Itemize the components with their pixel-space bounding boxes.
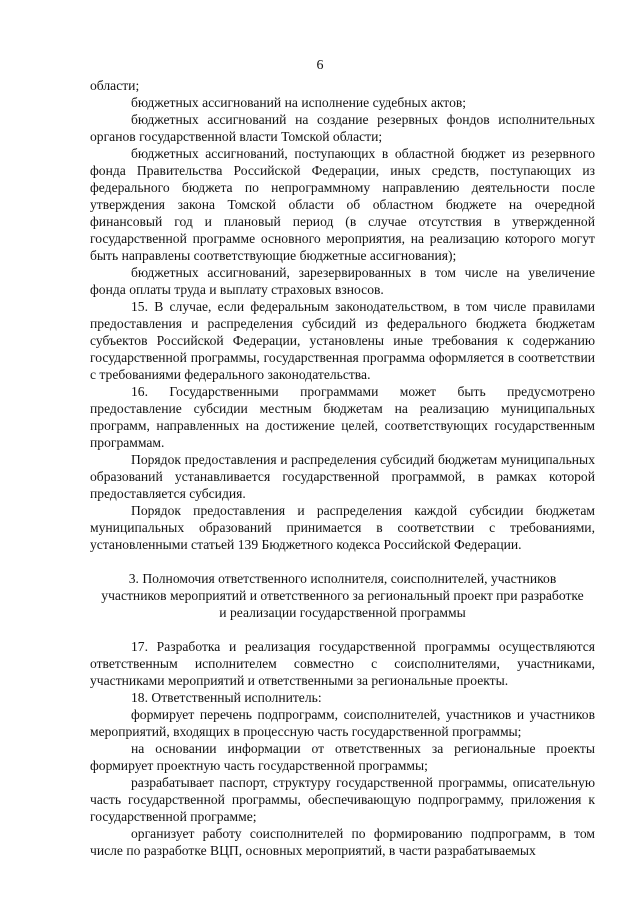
paragraph-wage-fund: бюджетных ассигнований, зарезервированных в том числе на увеличение фонда оплаты труда и выплату страховых взносов. [90,265,595,297]
paragraph-organizes-work: организует работу соисполнителей по формированию подпрограмм, в том числе по разработке ВЦП, основных мероприятий, в части разрабатываемых [90,826,595,858]
document-body [90,77,595,859]
paragraph-oblasti: области; [90,78,140,93]
paragraph-item-18: 18. Ответственный исполнитель: [131,690,322,705]
paragraph-item-16: 16. Государственными программами может быть предусмотрено предоставление субсидии местным бюджетам на реализацию муниципальных программ, направленных на достижение целей, соответствующих государственным программам. [90,384,595,450]
paragraph-subsidy-procedure: Порядок предоставления и распределения субсидий бюджетам муниципальных образований устанавливается государственной программой, в рамках которой предоставляется субсидия. [90,452,595,501]
paragraph-item-17: 17. Разработка и реализация государственной программы осуществляются ответственным исполнителем совместно с соисполнителями, участниками, участниками мероприятий и ответственными за региональные проекты. [90,639,595,688]
paragraph-subsidy-distribution: Порядок предоставления и распределения каждой субсидии бюджетам муниципальных образований принимается в соответствии с требованиями, установленными статьей 139 Бюджетного кодекса Российской Федерации. [90,503,595,552]
paragraph-court-acts: бюджетных ассигнований на исполнение судебных актов; [131,95,467,110]
section-3-heading [90,570,595,621]
section-heading-line-3: и реализации государственной программы [219,605,466,620]
section-heading-line-2: участников мероприятий и ответственного за региональный проект при разработке [101,588,584,603]
paragraph-passport: разрабатывает паспорт, структуру государственной программы, описательную часть государственной программы, обеспечивающую подпрограмму, приложения к государственной программе; [90,775,595,824]
paragraph-federal-reserve: бюджетных ассигнований, поступающих в областной бюджет из резервного фонда Правительства Российской Федерации, иных средств, поступающих из федерального бюджета по непрограммному направлению деятельности после утверждения закона Томской области об областном бюджете на очередной финансовый год и плановый период (в случае отсутствия в утвержденной государственной программе основного мероприятия, на реализацию которого могут быть направлены соответствующие бюджетные ассигнования); [90,146,595,263]
paragraph-project-part: на основании информации от ответственных за региональные проекты формирует проектную часть государственной программы; [90,741,595,773]
section-heading-line-1: 3. Полномочия ответственного исполнителя, соисполнителей, участников [128,571,557,586]
paragraph-reserve-funds: бюджетных ассигнований на создание резервных фондов исполнительных органов государственной власти Томской области; [90,112,595,144]
page-number: 6 [316,58,324,73]
paragraph-item-15: 15. В случае, если федеральным законодательством, в том числе правилами предоставления и распределения субсидий из федерального бюджета бюджетам субъектов Российской Федерации, установлены иные требования к содержанию государственной программы, государственная программа оформляется в соответствии с требованиями федерального законодательства. [90,299,595,382]
paragraph-subprograms-list: формирует перечень подпрограмм, соисполнителей, участников и участников мероприятий, входящих в процессную часть государственной программы; [90,707,595,739]
